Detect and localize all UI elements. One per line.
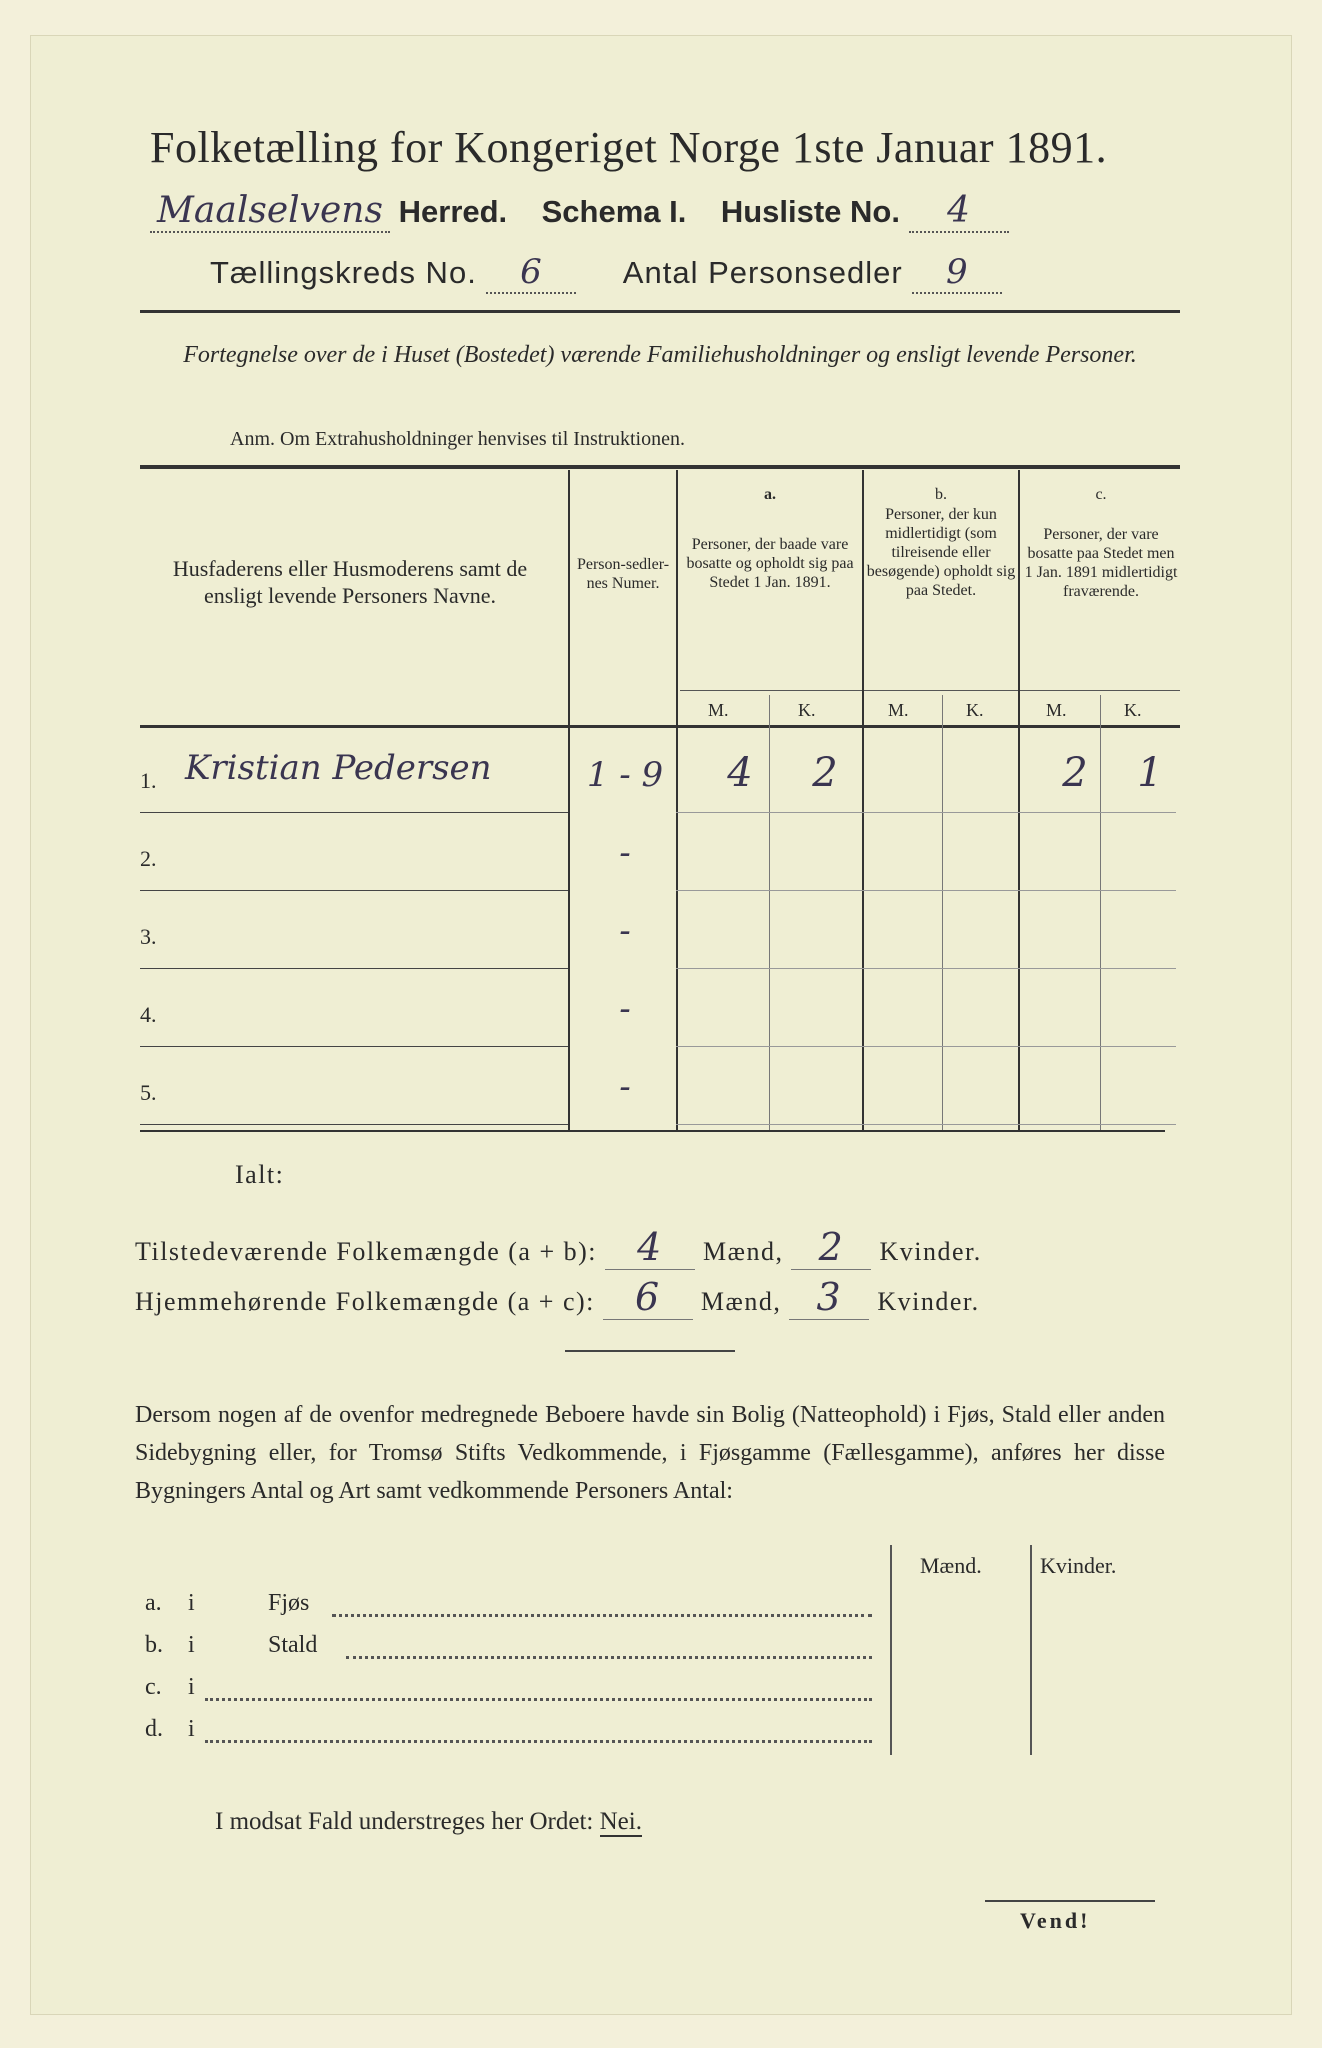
col-a-head: Personer, der baade vare bosatte og opholdt sig paa Stedet 1 Jan. 1891.: [686, 536, 854, 591]
husliste-label: Husliste No.: [720, 194, 900, 229]
herred-label: Herred.: [398, 194, 508, 229]
building-label: Stald: [268, 1632, 318, 1658]
tilstede-label: Tilstedeværende Folkemængde (a + b):: [135, 1237, 597, 1266]
row-numer: -: [619, 989, 631, 1029]
tilstede-m: 4: [605, 1225, 695, 1270]
col-a-letter: a.: [764, 486, 776, 503]
col-b-head: Personer, der kun midlertidigt (som tilreisende eller besøgende) opholdt sig paa Stedet.: [866, 506, 1016, 599]
husliste-number: 4: [909, 190, 1009, 233]
buildings-paragraph: Dersom nogen af de ovenfor medregnede Beboere havde sin Bolig (Natteophold) i Fjøs, Stald eller anden Sidebygning eller, for Tromsø Stifts Vedkommende, i Fjøsgamme (Fællesgamme), anføres her disse Bygningers Antal og Art samt vedkommende Personers Antal:: [135, 1402, 1165, 1504]
kreds-label: Tællingskreds No.: [210, 255, 477, 290]
row-rule-values: [676, 968, 1176, 969]
building-i: i: [188, 1716, 195, 1742]
col-b-k: K.: [966, 700, 984, 720]
tilstede-kvinder-label: Kvinder.: [879, 1237, 982, 1266]
col-c-k: K.: [1124, 700, 1142, 720]
hjemme-label: Hjemmehørende Folkemængde (a + c):: [135, 1287, 595, 1316]
row-rule-names: [140, 1124, 568, 1125]
row-number: 1.: [140, 768, 157, 793]
buildings-kvinder-head: Kvinder.: [1040, 1553, 1117, 1578]
row-name: Kristian Pedersen: [185, 748, 492, 788]
hjemme-k: 3: [789, 1275, 869, 1320]
building-dotted-line: [205, 1698, 872, 1701]
hjemme-line: [135, 1275, 980, 1320]
tilstede-maend-label: Mænd,: [703, 1237, 784, 1266]
col-divider-3: [862, 470, 864, 1130]
buildings-divider-1: [890, 1545, 892, 1755]
building-letter: d.: [145, 1716, 163, 1742]
building-i: i: [188, 1632, 195, 1658]
building-label: Fjøs: [268, 1590, 310, 1616]
row-numer: -: [619, 1067, 631, 1107]
row-rule-values: [676, 890, 1176, 891]
building-dotted-line: [205, 1740, 872, 1743]
hjemme-m: 6: [603, 1275, 693, 1320]
col-names-head: Husfaderens eller Husmoderens samt de ensligt levende Personers Navne.: [172, 556, 528, 608]
col-divider-4: [1018, 470, 1020, 1130]
buildings-maend-head: Mænd.: [920, 1553, 982, 1578]
row-ak: 2: [812, 750, 838, 796]
form-title: Folketælling for Kongeriget Norge 1ste Januar 1891.: [150, 123, 1108, 172]
table-head-rule: [140, 725, 1180, 728]
schema-label: Schema I.: [541, 194, 687, 229]
header-rule: [140, 310, 1180, 313]
col-b-letter: b.: [935, 486, 947, 503]
row-number: 2.: [140, 846, 157, 871]
building-dotted-line: [346, 1656, 872, 1659]
col-a-m: M.: [708, 700, 729, 720]
table-bottom-rule: [140, 1130, 1165, 1132]
kreds-line: [210, 252, 1002, 294]
row-numer: 1 - 9: [586, 755, 664, 795]
col-divider-c-mk: [1100, 695, 1101, 1130]
antal-number: 9: [912, 252, 1002, 294]
row-ck: 1: [1137, 750, 1163, 796]
row-rule-values: [676, 812, 1176, 813]
row-rule-values: [676, 1046, 1176, 1047]
antal-label: Antal Personsedler: [622, 255, 903, 290]
nei-word: Nei.: [599, 1808, 642, 1835]
building-i: i: [188, 1674, 195, 1700]
col-b-m: M.: [888, 700, 909, 720]
kreds-number: 6: [486, 252, 576, 294]
row-numer: -: [619, 911, 631, 951]
row-number: 5.: [140, 1080, 157, 1105]
modsat-label: I modsat Fald understreges her Ordet:: [215, 1808, 594, 1835]
hjemme-maend-label: Mænd,: [700, 1287, 782, 1316]
col-divider-2: [676, 470, 678, 1130]
building-letter: a.: [145, 1590, 162, 1616]
row-rule-names: [140, 1046, 568, 1047]
col-divider-a-mk: [769, 695, 770, 1130]
ialt-label: Ialt:: [235, 1160, 285, 1189]
herred-line: [150, 190, 1009, 233]
building-i: i: [188, 1590, 195, 1616]
row-rule-names: [140, 968, 568, 969]
building-letter: c.: [145, 1674, 162, 1700]
vend-rule: [985, 1900, 1155, 1902]
separator-rule: [565, 1350, 735, 1352]
row-am: 4: [727, 750, 753, 796]
buildings-divider-2: [1030, 1545, 1032, 1755]
row-number: 3.: [140, 924, 157, 949]
row-rule-names: [140, 890, 568, 891]
vend-label: Vend!: [1020, 1908, 1091, 1933]
col-c-m: M.: [1046, 700, 1067, 720]
col-divider-b-mk: [942, 695, 943, 1130]
building-dotted-line: [332, 1614, 872, 1617]
row-rule-values: [676, 1124, 1176, 1125]
tilstede-k: 2: [791, 1225, 871, 1270]
row-number: 4.: [140, 1002, 157, 1027]
hjemme-kvinder-label: Kvinder.: [877, 1287, 980, 1316]
row-rule-names: [140, 812, 568, 813]
modsat-line: [215, 1808, 642, 1836]
col-numer-head: Person-sedler-nes Numer.: [576, 556, 670, 592]
col-divider-1: [568, 470, 570, 1130]
row-numer: -: [619, 833, 631, 873]
row-cm: 2: [1062, 750, 1088, 796]
col-c-letter: c.: [1095, 486, 1107, 503]
building-letter: b.: [145, 1632, 163, 1658]
herred-name: Maalselvens: [150, 190, 390, 233]
table-top-rule: [140, 465, 1180, 469]
col-a-k: K.: [798, 700, 816, 720]
anm-note: Anm. Om Extrahusholdninger henvises til Instruktionen.: [230, 428, 685, 450]
col-c-head: Personer, der vare bosatte paa Stedet men 1 Jan. 1891 midlertidigt fraværende.: [1024, 526, 1178, 600]
intro-text: Fortegnelse over de i Huset (Bostedet) værende Familiehusholdninger og ensligt levende Personer.: [183, 342, 1137, 368]
mk-rule: [680, 690, 1180, 691]
tilstede-line: [135, 1225, 982, 1270]
